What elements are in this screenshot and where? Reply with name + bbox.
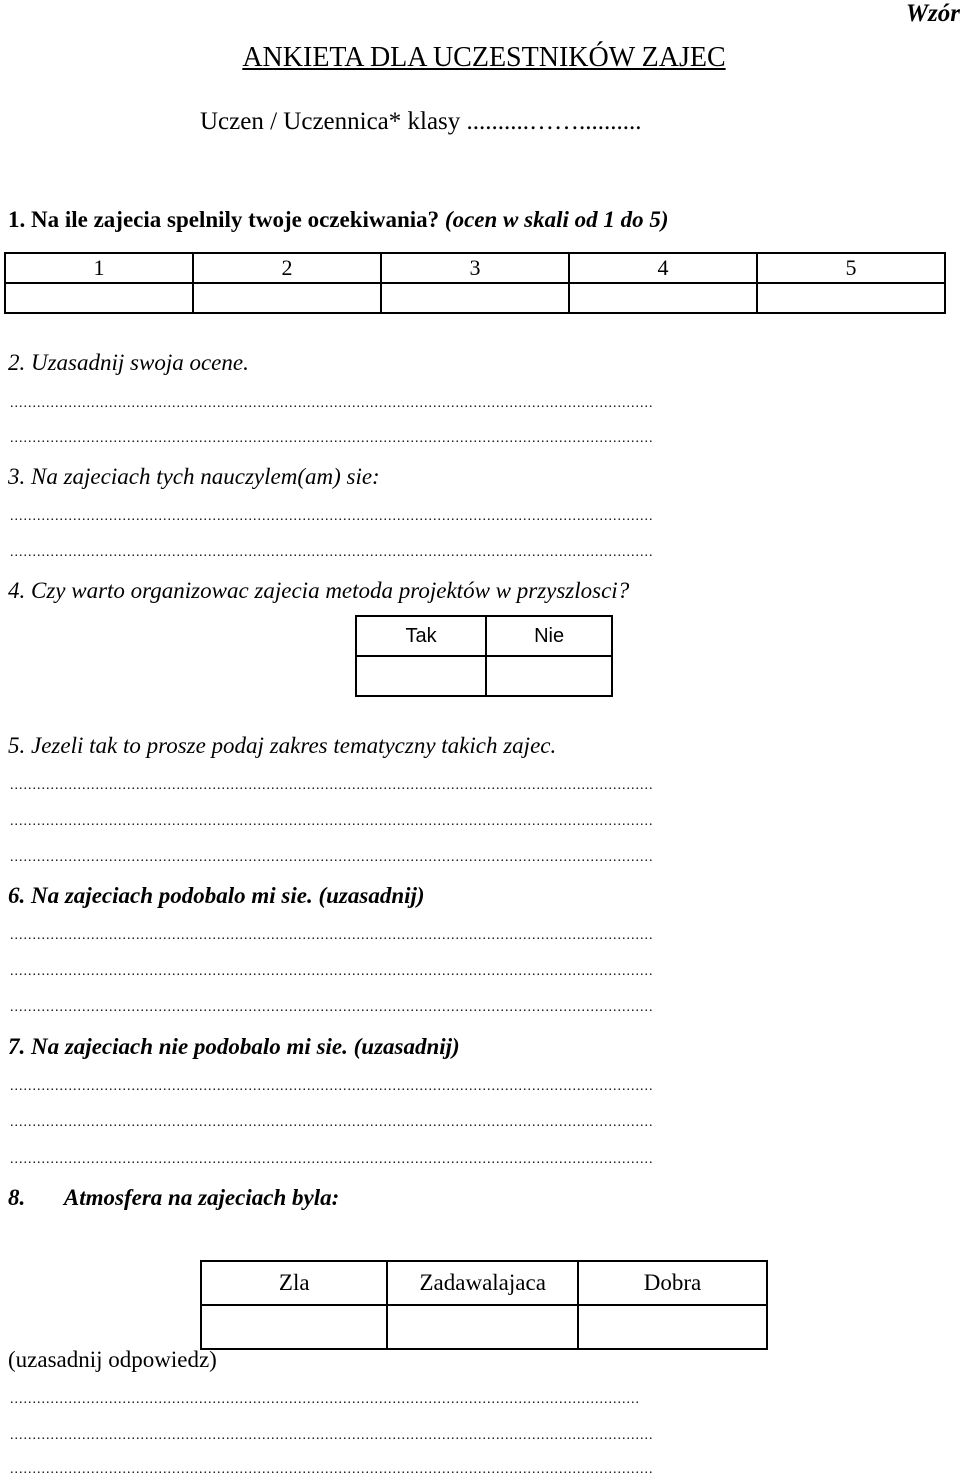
answer-line[interactable]: ............................................................................................................................................... [10,431,654,446]
question-8-number: 8. [8,1185,26,1210]
answer-line[interactable]: ............................................................................................................................................... [10,1079,654,1094]
answer-line[interactable]: ............................................................................................................................................... [10,850,654,865]
class-line[interactable]: Uczen / Uczennica* klasy ..........…….......... [200,108,642,135]
rating-label-2: 2 [193,253,381,283]
rating-box-2[interactable] [193,283,381,313]
atmosphere-good-label: Dobra [578,1261,767,1305]
question-5: 5. Jezeli tak to prosze podaj zakres tematyczny takich zajec. [8,733,557,758]
answer-line[interactable]: ............................................................................................................................................... [10,928,654,943]
answer-line[interactable]: ............................................................................................................................................... [10,1000,654,1015]
answer-line[interactable]: ............................................................................................................................................... [10,814,654,829]
rating-box-4[interactable] [569,283,757,313]
answer-line[interactable]: ............................................................................................................................................... [10,545,654,560]
option-no-label: Nie [486,616,612,656]
rating-box-3[interactable] [381,283,569,313]
answer-line[interactable]: ............................................................................................................................................... [10,964,654,979]
question-8 [8,1185,339,1211]
atmosphere-table [200,1260,768,1350]
option-no-box[interactable] [486,656,612,696]
answer-line[interactable]: ............................................................................................................................................ [10,1392,640,1407]
rating-table [4,252,946,314]
atmosphere-ok-label: Zadawalajaca [387,1261,578,1305]
answer-line[interactable]: ............................................................................................................................................... [10,1115,654,1130]
template-label: Wzór [905,0,960,27]
atmosphere-bad-box[interactable] [201,1305,387,1349]
question-8-text: Atmosfera na zajeciach byla: [63,1185,340,1210]
question-1-number: 1. [8,207,26,232]
question-6: 6. Na zajeciach podobalo mi sie. (uzasadnij) [8,883,425,908]
option-yes-box[interactable] [356,656,486,696]
answer-line[interactable]: ............................................................................................................................................... [10,1428,654,1443]
answer-line[interactable]: ............................................................................................................................................... [10,1462,654,1477]
answer-line[interactable]: ............................................................................................................................................... [10,778,654,793]
option-yes-label: Tak [356,616,486,656]
atmosphere-good-box[interactable] [578,1305,767,1349]
rating-label-5: 5 [757,253,945,283]
question-3: 3. Na zajeciach tych nauczylem(am) sie: [8,464,380,489]
answer-line[interactable]: ............................................................................................................................................... [10,1152,654,1167]
rating-box-5[interactable] [757,283,945,313]
question-7: 7. Na zajeciach nie podobalo mi sie. (uzasadnij) [8,1034,460,1059]
question-1-text: Na ile zajecia spelnily twoje oczekiwania? [31,207,440,232]
atmosphere-bad-label: Zla [201,1261,387,1305]
rating-label-3: 3 [381,253,569,283]
survey-title: ANKIETA DLA UCZESTNIKÓW ZAJEC [242,42,726,73]
question-4: 4. Czy warto organizowac zajecia metoda projektów w przyszlosci? [8,578,630,603]
yes-no-table [355,615,613,697]
rating-label-4: 4 [569,253,757,283]
answer-line[interactable]: ............................................................................................................................................... [10,509,654,524]
question-1-hint: (ocen w skali od 1 do 5) [444,207,669,232]
justify-label: (uzasadnij odpowiedz) [8,1347,217,1372]
question-1 [8,207,669,233]
rating-label-1: 1 [5,253,193,283]
answer-line[interactable]: ............................................................................................................................................... [10,396,654,411]
question-2: 2. Uzasadnij swoja ocene. [8,350,249,375]
rating-box-1[interactable] [5,283,193,313]
atmosphere-ok-box[interactable] [387,1305,578,1349]
